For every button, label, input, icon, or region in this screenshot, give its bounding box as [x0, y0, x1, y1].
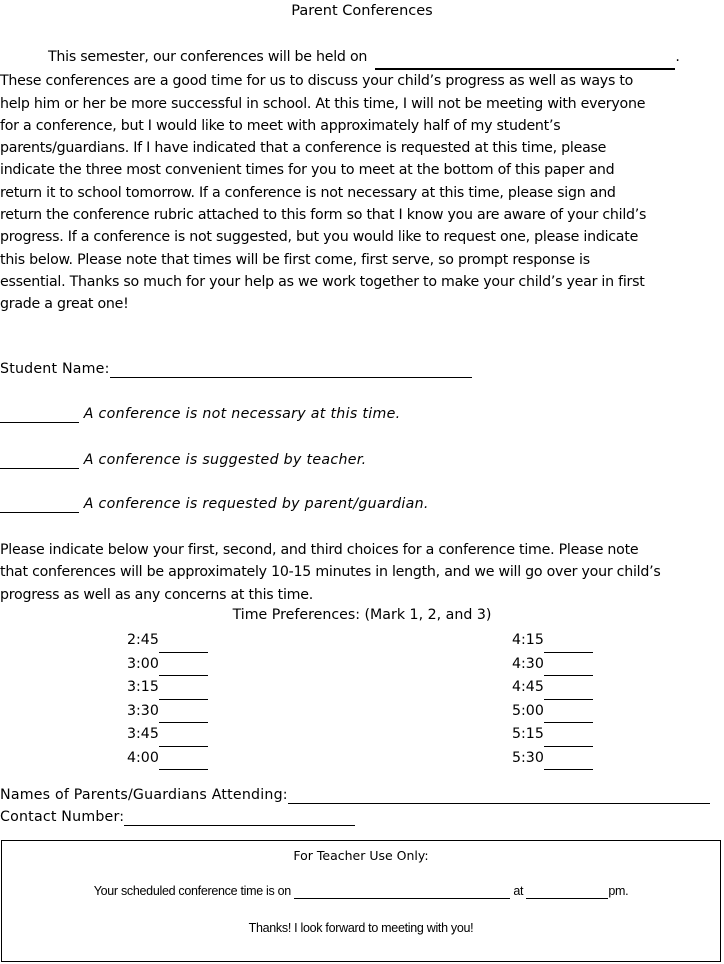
parents-attending-row: [0, 787, 710, 804]
intro-line: parents/guardians. If I have indicated that a conference is requested at this time, please: [0, 140, 607, 157]
option-requested-sign-field[interactable]: [0, 496, 79, 513]
time-rank-field[interactable]: [544, 653, 593, 677]
option-not-necessary: [0, 406, 400, 423]
option-not-necessary-sign-field[interactable]: [0, 406, 79, 423]
parents-attending-field[interactable]: [288, 787, 710, 804]
time-rank-field[interactable]: [544, 629, 593, 653]
contact-number-field[interactable]: [124, 809, 355, 826]
time-rank-field[interactable]: [159, 653, 208, 677]
conference-date-field[interactable]: [375, 46, 675, 70]
intro-paragraph: [0, 46, 724, 316]
parents-attending-label: Names of Parents/Guardians Attending:: [0, 787, 288, 803]
time-option-530: 5:30: [512, 747, 593, 771]
intro-line1-text: This semester, our conferences will be held on: [48, 49, 368, 65]
scheduled-prefix: Your scheduled conference time is on: [93, 884, 291, 898]
page-title: Parent Conferences: [291, 3, 433, 19]
time-rank-field[interactable]: [544, 747, 593, 771]
time-option-330: 3:30: [127, 700, 208, 724]
option-suggested-sign-field[interactable]: [0, 452, 79, 469]
time-option-300: 3:00: [127, 653, 208, 677]
intro-first-line: [0, 46, 724, 70]
time-option-500: 5:00: [512, 700, 593, 724]
time-option-445: 4:45: [512, 676, 593, 700]
scheduled-suffix: pm.: [608, 884, 629, 898]
intro-line: return it to school tomorrow. If a conference is not necessary at this time, please sign and: [0, 184, 616, 201]
intro-line: this below. Please note that times will be first come, first serve, so prompt response is: [0, 251, 590, 268]
time-rank-field[interactable]: [159, 700, 208, 724]
instructions-line: that conferences will be approximately 10-15 minutes in length, and we will go over your child’s: [0, 564, 661, 581]
time-option-345: 3:45: [127, 723, 208, 747]
student-name-label: Student Name:: [0, 361, 110, 377]
time-rank-field[interactable]: [159, 629, 208, 653]
scheduled-at: at: [513, 884, 524, 898]
time-option-430: 4:30: [512, 653, 593, 677]
scheduled-date-field[interactable]: [294, 884, 510, 899]
scheduled-time-row: [2, 884, 720, 899]
intro-line: These conferences are a good time for us to discuss your child’s progress as well as ways to: [0, 73, 634, 90]
time-rank-field[interactable]: [544, 723, 593, 747]
time-rank-field[interactable]: [159, 747, 208, 771]
time-option-400: 4:00: [127, 747, 208, 771]
teacher-use-box: [1, 840, 721, 962]
times-left-column: [127, 629, 208, 770]
contact-number-row: [0, 809, 355, 826]
intro-line: return the conference rubric attached to this form so that I know you are aware of your child’s: [0, 207, 647, 224]
intro-line1-period: .: [675, 49, 680, 65]
time-rank-field[interactable]: [159, 676, 208, 700]
time-preferences-heading: Time Preferences: (Mark 1, 2, and 3): [232, 607, 492, 623]
time-option-245: 2:45: [127, 629, 208, 653]
option-not-necessary-label: A conference is not necessary at this time.: [83, 406, 401, 422]
intro-line: indicate the three most convenient times for you to meet at the bottom of this paper and: [0, 162, 615, 179]
time-rank-field[interactable]: [544, 676, 593, 700]
intro-line: grade a great one!: [0, 296, 129, 313]
option-suggested-label: A conference is suggested by teacher.: [83, 452, 367, 468]
option-suggested-by-teacher: [0, 452, 366, 469]
intro-line: help him or her be more successful in school. At this time, I will not be meeting with everyone: [0, 95, 646, 112]
times-right-column: [512, 629, 593, 770]
instructions-paragraph: [0, 539, 724, 606]
option-requested-label: A conference is requested by parent/guardian.: [83, 496, 429, 512]
teacher-box-heading: For Teacher Use Only:: [293, 848, 429, 863]
instructions-line: Please indicate below your first, second, and third choices for a conference time. Please note: [0, 542, 639, 558]
student-name-row: [0, 361, 472, 378]
option-requested-by-parent: [0, 496, 429, 513]
scheduled-time-field[interactable]: [526, 884, 608, 899]
time-option-515: 5:15: [512, 723, 593, 747]
contact-number-label: Contact Number:: [0, 809, 125, 825]
teacher-box-thanks: Thanks! I look forward to meeting with you!: [248, 921, 474, 935]
time-option-315: 3:15: [127, 676, 208, 700]
intro-line: progress. If a conference is not suggested, but you would like to request one, please indicate: [0, 229, 639, 246]
student-name-field[interactable]: [110, 361, 472, 378]
instructions-line: progress as well as any concerns at this time.: [0, 586, 313, 603]
time-option-415: 4:15: [512, 629, 593, 653]
intro-line: for a conference, but I would like to meet with approximately half of my student’s: [0, 117, 561, 134]
time-rank-field[interactable]: [544, 700, 593, 724]
time-rank-field[interactable]: [159, 723, 208, 747]
intro-line: essential. Thanks so much for your help as we work together to make your child’s year in first: [0, 273, 645, 290]
